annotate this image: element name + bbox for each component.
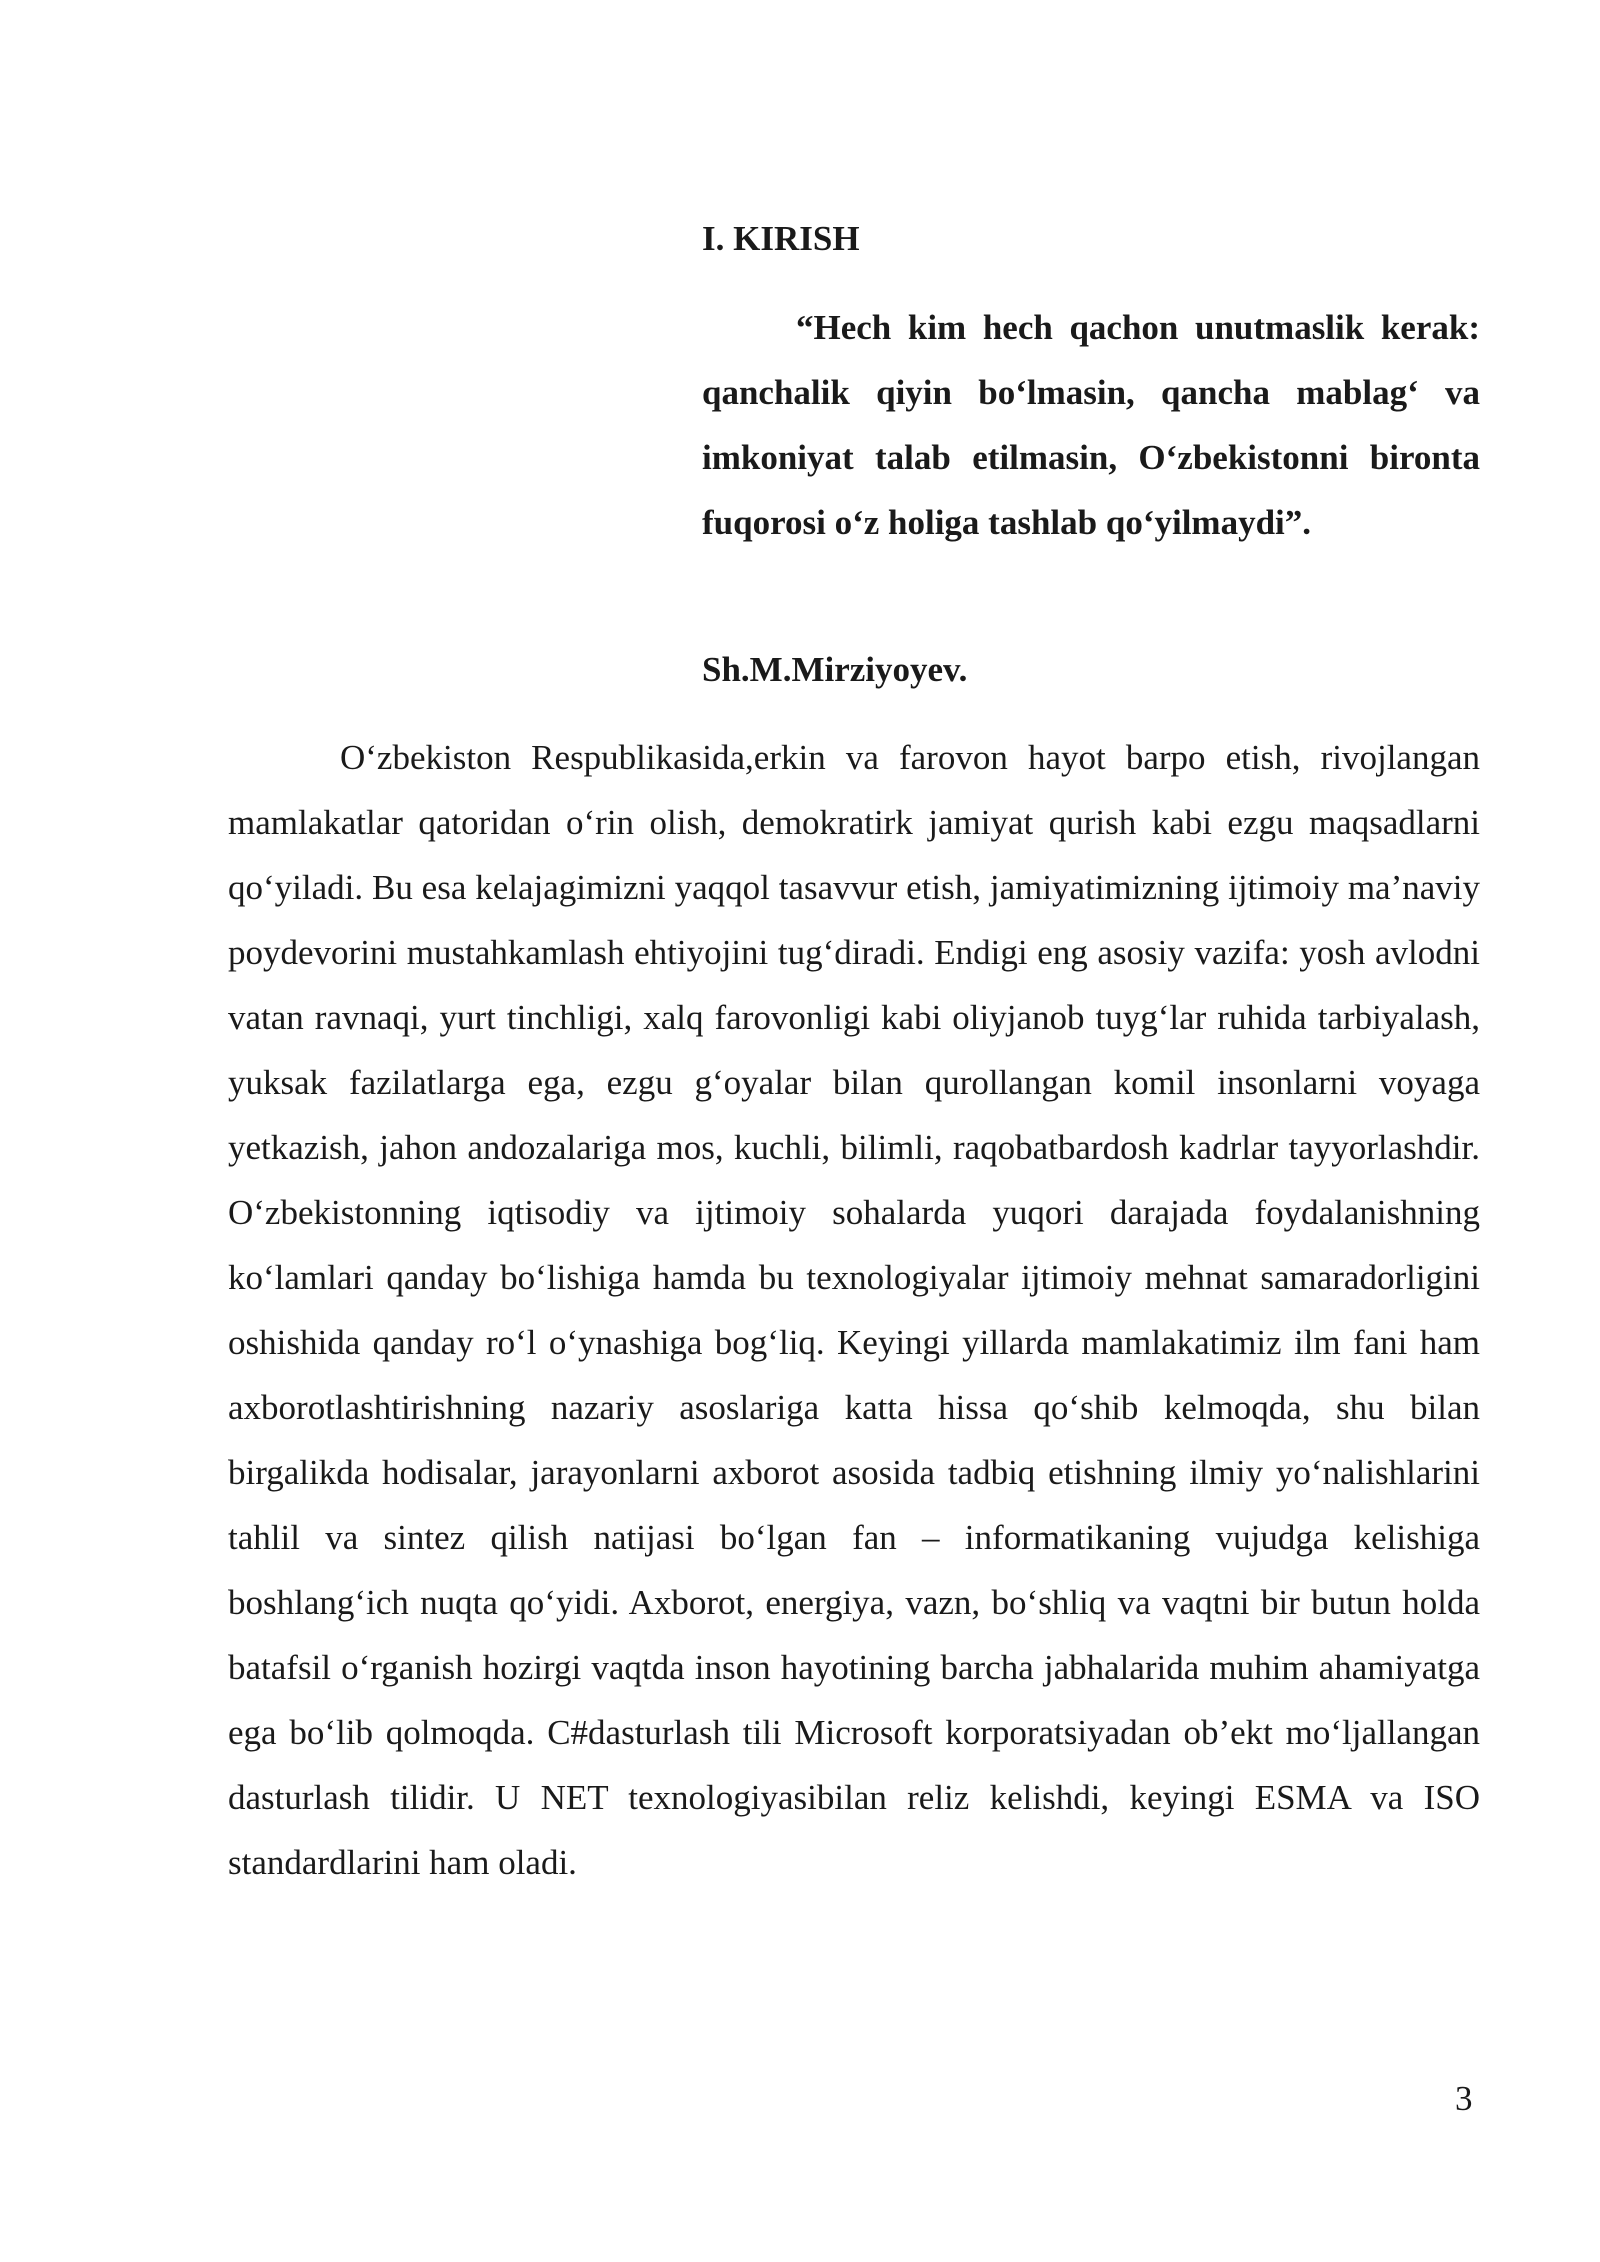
epigraph-quote: “Hech kim hech qachon unutmaslik kerak: qanchalik qiyin bo‘lmasin, qancha mablag‘ va imkoniyat talab etilmasin, O‘zbekistonni bironta fuqorosi o‘z holiga tashlab qo‘yilmaydi”. (702, 308, 1480, 542)
section-heading: I. KIRISH (702, 219, 860, 258)
page-number: 3 (1455, 2079, 1473, 2118)
body-paragraph: O‘zbekiston Respublikasida,erkin va farovon hayot barpo etish, rivojlangan mamlakatlar qatoridan o‘rin olish, demokratirk jamiyat qurish kabi ezgu maqsadlarni qo‘yiladi. Bu esa kelajagimizni yaqqol tasavvur etish, jamiyatimizning ijtimoiy ma’naviy poydevorini mustahkamlash ehtiyojini tug‘diradi. Endigi eng asosiy vazifa: yosh avlodni vatan ravnaqi, yurt tinchligi, xalq farovonligi kabi oliyjanob tuyg‘lar ruhida tarbiyalash, yuksak fazilatlarga ega, ezgu g‘oyalar bilan qurollangan komil insonlarni voyaga yetkazish, jahon andozalariga mos, kuchli, bilimli, raqobatbardosh kadrlar tayyorlashdir. O‘zbekistonning iqtisodiy va ijtimoiy sohalarda yuqori darajada foydalanishning ko‘lamlari qanday bo‘lishiga hamda bu texnologiyalar ijtimoiy mehnat samaradorligini oshishida qanday ro‘l o‘ynashiga bog‘liq. Keyingi yillarda mamlakatimiz ilm fani ham axborotlashtirishning nazariy asoslariga katta hissa qo‘shib kelmoqda, shu bilan birgalikda hodisalar, jarayonlarni axborot asosida tadbiq etishning ilmiy yo‘nalishlarini tahlil va sintez qilish natijasi bo‘lgan fan – informatikaning vujudga kelishiga boshlang‘ich nuqta qo‘yidi. Axborot, energiya, vazn, bo‘shliq va vaqtni bir butun holda batafsil o‘rganish hozirgi vaqtda inson hayotining barcha jabhalarida muhim ahamiyatga ega bo‘lib qolmoqda. C#dasturlash tili Microsoft korporatsiyadan ob’ekt mo‘ljallangan dasturlash tilidir. U NET texnologiyasibilan reliz kelishdi, keyingi ESMA va ISO standardlarini ham oladi. (228, 738, 1480, 1882)
epigraph-author: Sh.M.Mirziyoyev. (702, 650, 968, 689)
